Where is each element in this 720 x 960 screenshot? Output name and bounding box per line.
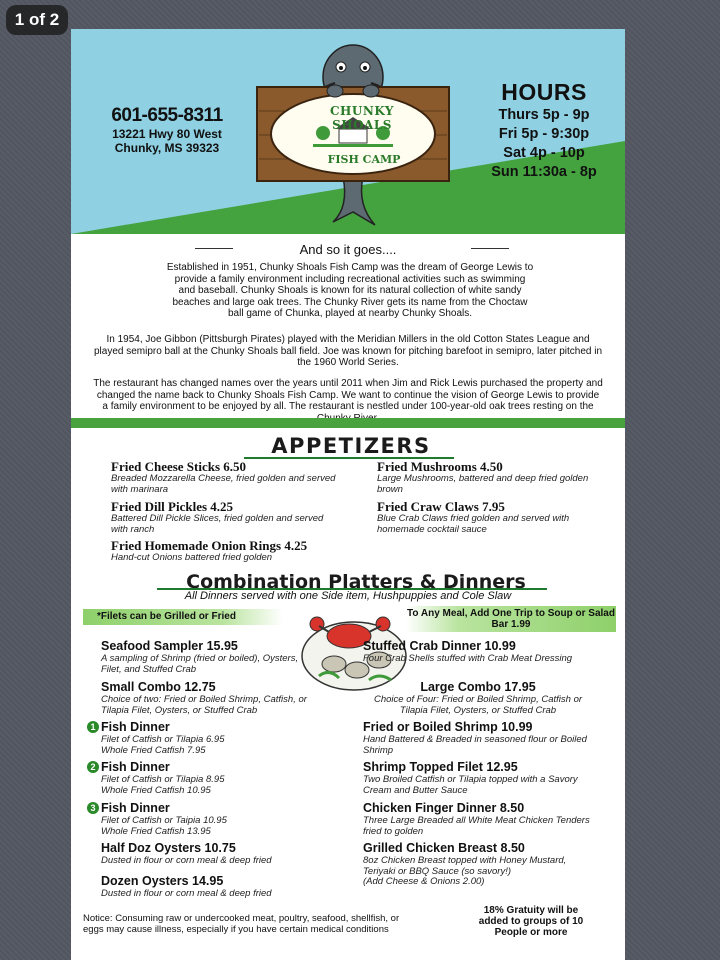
item-description: Choice of Four: Fried or Boiled Shrimp, Catfish or Tilapia Filet, Oysters, or Stuffed Crab (373, 694, 583, 716)
item-description: Choice of two: Fried or Boiled Shrimp, Catfish, or Tilapia Filet, Oysters, or Stuffed Crab (101, 694, 307, 716)
item-name: Chicken Finger Dinner 8.50 (363, 801, 525, 815)
item-description: Dusted in flour or corn meal & deep fried (101, 888, 272, 899)
history-paragraph: In 1954, Joe Gibbon (Pittsburgh Pirates) played with the Meridian Millers in the old Cotton States League and played semipro ball at the Chunky Shoals ball field. Joe was known for pitching barefoot in semipro, later pitched in the 1960 World Series. (93, 334, 603, 368)
item-description: Dusted in flour or corn meal & deep fried (101, 855, 272, 866)
menu-item (377, 499, 597, 535)
item-name: Grilled Chicken Breast 8.50 (363, 841, 525, 855)
hours-block (489, 79, 599, 182)
menupix-watermark: menupix (516, 872, 598, 892)
logo-name-bottom: FISH CAMP (327, 153, 401, 166)
menu-item (90, 720, 301, 756)
green-divider-band (71, 418, 625, 428)
item-name: Fish Dinner (101, 720, 170, 734)
item-name: Seafood Sampler 15.95 (101, 639, 238, 653)
item-description: Three Large Breaded all White Meat Chicken Tenders fried to golden (363, 815, 590, 837)
item-description: Filet of Catfish or Tilapia 6.95 Whole Fried Catfish 7.95 (101, 734, 225, 756)
logo-name-top: CHUNKY SHOALS (330, 104, 394, 132)
menu-item (363, 680, 593, 716)
soup-salad-note: To Any Meal, Add One Trip to Soup or Salad Bar 1.99 (407, 608, 615, 630)
menu-item (101, 841, 321, 867)
appetizers-title: APPETIZERS (271, 434, 431, 458)
number-badge: 1 (87, 721, 99, 733)
menu-item (101, 874, 321, 900)
item-description: 8oz Chicken Breast topped with Honey Mustard, Teriyaki or BBQ Sauce (so savory!) (Add Cheese & Onions 2.00) (363, 855, 567, 887)
item-description: Large Mushrooms, battered and deep fried golden brown (377, 473, 589, 495)
item-name: Fried Homemade Onion Rings 4.25 (111, 538, 308, 553)
menu-header (71, 29, 625, 234)
number-badge: 2 (87, 761, 99, 773)
hours-line: Thurs 5p - 9p (498, 107, 590, 123)
history-paragraph: Established in 1951, Chunky Shoals Fish Camp was the dream of George Lewis to provide a family environment including recreational activities such as swimming and baseball. Chunky Shoals is known for its natural collection of white sandy beaches and large oak trees. The Chunky River gets its name from the Choctaw ball game of Chunka, played at nearby Chunky Shoals. (166, 262, 534, 319)
health-notice: Notice: Consuming raw or undercooked meat, poultry, seafood, shellfish, or eggs may cause illness, especially if you have certain medical conditions (83, 913, 400, 935)
menu-item (377, 459, 597, 495)
item-description: Four Crab Shells stuffed with Crab Meat Dressing (363, 653, 573, 664)
item-name: Half Doz Oysters 10.75 (101, 841, 236, 855)
menu-item (111, 499, 341, 535)
divider (471, 248, 509, 249)
filet-note: *Filets can be Grilled or Fried (83, 609, 283, 625)
history-paragraph: The restaurant has changed names over the years until 2011 when Jim and Rick Lewis purchased the property and changed the name back to Chunky Shoals Fish Camp. We want to continue the vision of George Lewis to provide a family environment to be enjoyed by all. The restaurant is nestled under 100-year-old oak trees resting on the (93, 378, 603, 412)
item-description: Battered Dill Pickle Slices, fried golden and served with ranch (111, 513, 324, 535)
menu-page (71, 29, 625, 960)
combination-subtitle: All Dinners served with one Side item, Hushpuppies and Cole Slaw (184, 590, 512, 602)
item-description: Filet of Catfish or Tilapia 8.95 Whole Fried Catfish 10.95 (101, 774, 225, 796)
combination-title: Combination Platters & Dinners (186, 571, 526, 593)
item-description: Hand Battered & Breaded in seasoned flour or Boiled Shrimp (363, 734, 587, 756)
page-counter: 1 of 2 (6, 5, 68, 35)
item-name: Stuffed Crab Dinner 10.99 (363, 639, 516, 653)
history-heading: And so it goes.... (299, 242, 397, 257)
address-line-2: Chunky, MS 39323 (114, 141, 220, 155)
item-name: Fish Dinner (101, 801, 170, 815)
item-name: Small Combo 12.75 (101, 680, 216, 694)
hours-line: Sat 4p - 10p (503, 145, 585, 161)
menu-item (363, 760, 593, 796)
item-name: Fried Cheese Sticks 6.50 (111, 459, 247, 474)
number-badge: 3 (87, 802, 99, 814)
item-name: Shrimp Topped Filet 12.95 (363, 760, 518, 774)
item-name: Fried Dill Pickles 4.25 (111, 499, 234, 514)
menu-item (90, 760, 301, 796)
catfish-sign-logo (253, 37, 453, 227)
address-line-1: 13221 Hwy 80 West (112, 127, 222, 141)
hours-line: Fri 5p - 9:30p (498, 126, 590, 142)
gratuity-note: 18% Gratuity will be added to groups of 10 People or more (478, 905, 584, 938)
item-name: Fish Dinner (101, 760, 170, 774)
item-description: Two Broiled Catfish or Tilapia topped with a Savory Cream and Butter Sauce (363, 774, 578, 796)
phone-number[interactable]: 601-655-8311 (111, 105, 223, 126)
menu-item (363, 720, 593, 756)
item-name: Fried Craw Claws 7.95 (377, 499, 505, 514)
item-description: A sampling of Shrimp (fried or boiled), Oysters, Filet, and Stuffed Crab (101, 653, 299, 675)
item-description: Filet of Catfish or Taipia 10.95 Whole Fried Catfish 13.95 (101, 815, 227, 837)
menu-item (101, 680, 311, 716)
menu-item (363, 639, 583, 665)
hours-line: Sun 11:30a - 8p (491, 164, 597, 180)
hours-title: HOURS (501, 79, 587, 105)
item-name: Large Combo 17.95 (420, 680, 536, 694)
item-name: Dozen Oysters 14.95 (101, 874, 224, 888)
item-description: Breaded Mozzarella Cheese, fried golden and served with marinara (111, 473, 336, 495)
item-description: Hand-cut Onions battered fried golden (111, 552, 273, 563)
item-name: Fried or Boiled Shrimp 10.99 (363, 720, 533, 734)
menu-item (111, 538, 351, 564)
menu-item (90, 801, 301, 837)
item-name: Fried Mushrooms 4.50 (377, 459, 503, 474)
menu-item (363, 801, 593, 837)
menu-item (101, 639, 301, 675)
item-description: Blue Crab Claws fried golden and served with homemade cocktail sauce (377, 513, 570, 535)
menu-item (111, 459, 341, 495)
history-section (71, 234, 625, 427)
contact-block (107, 105, 227, 155)
